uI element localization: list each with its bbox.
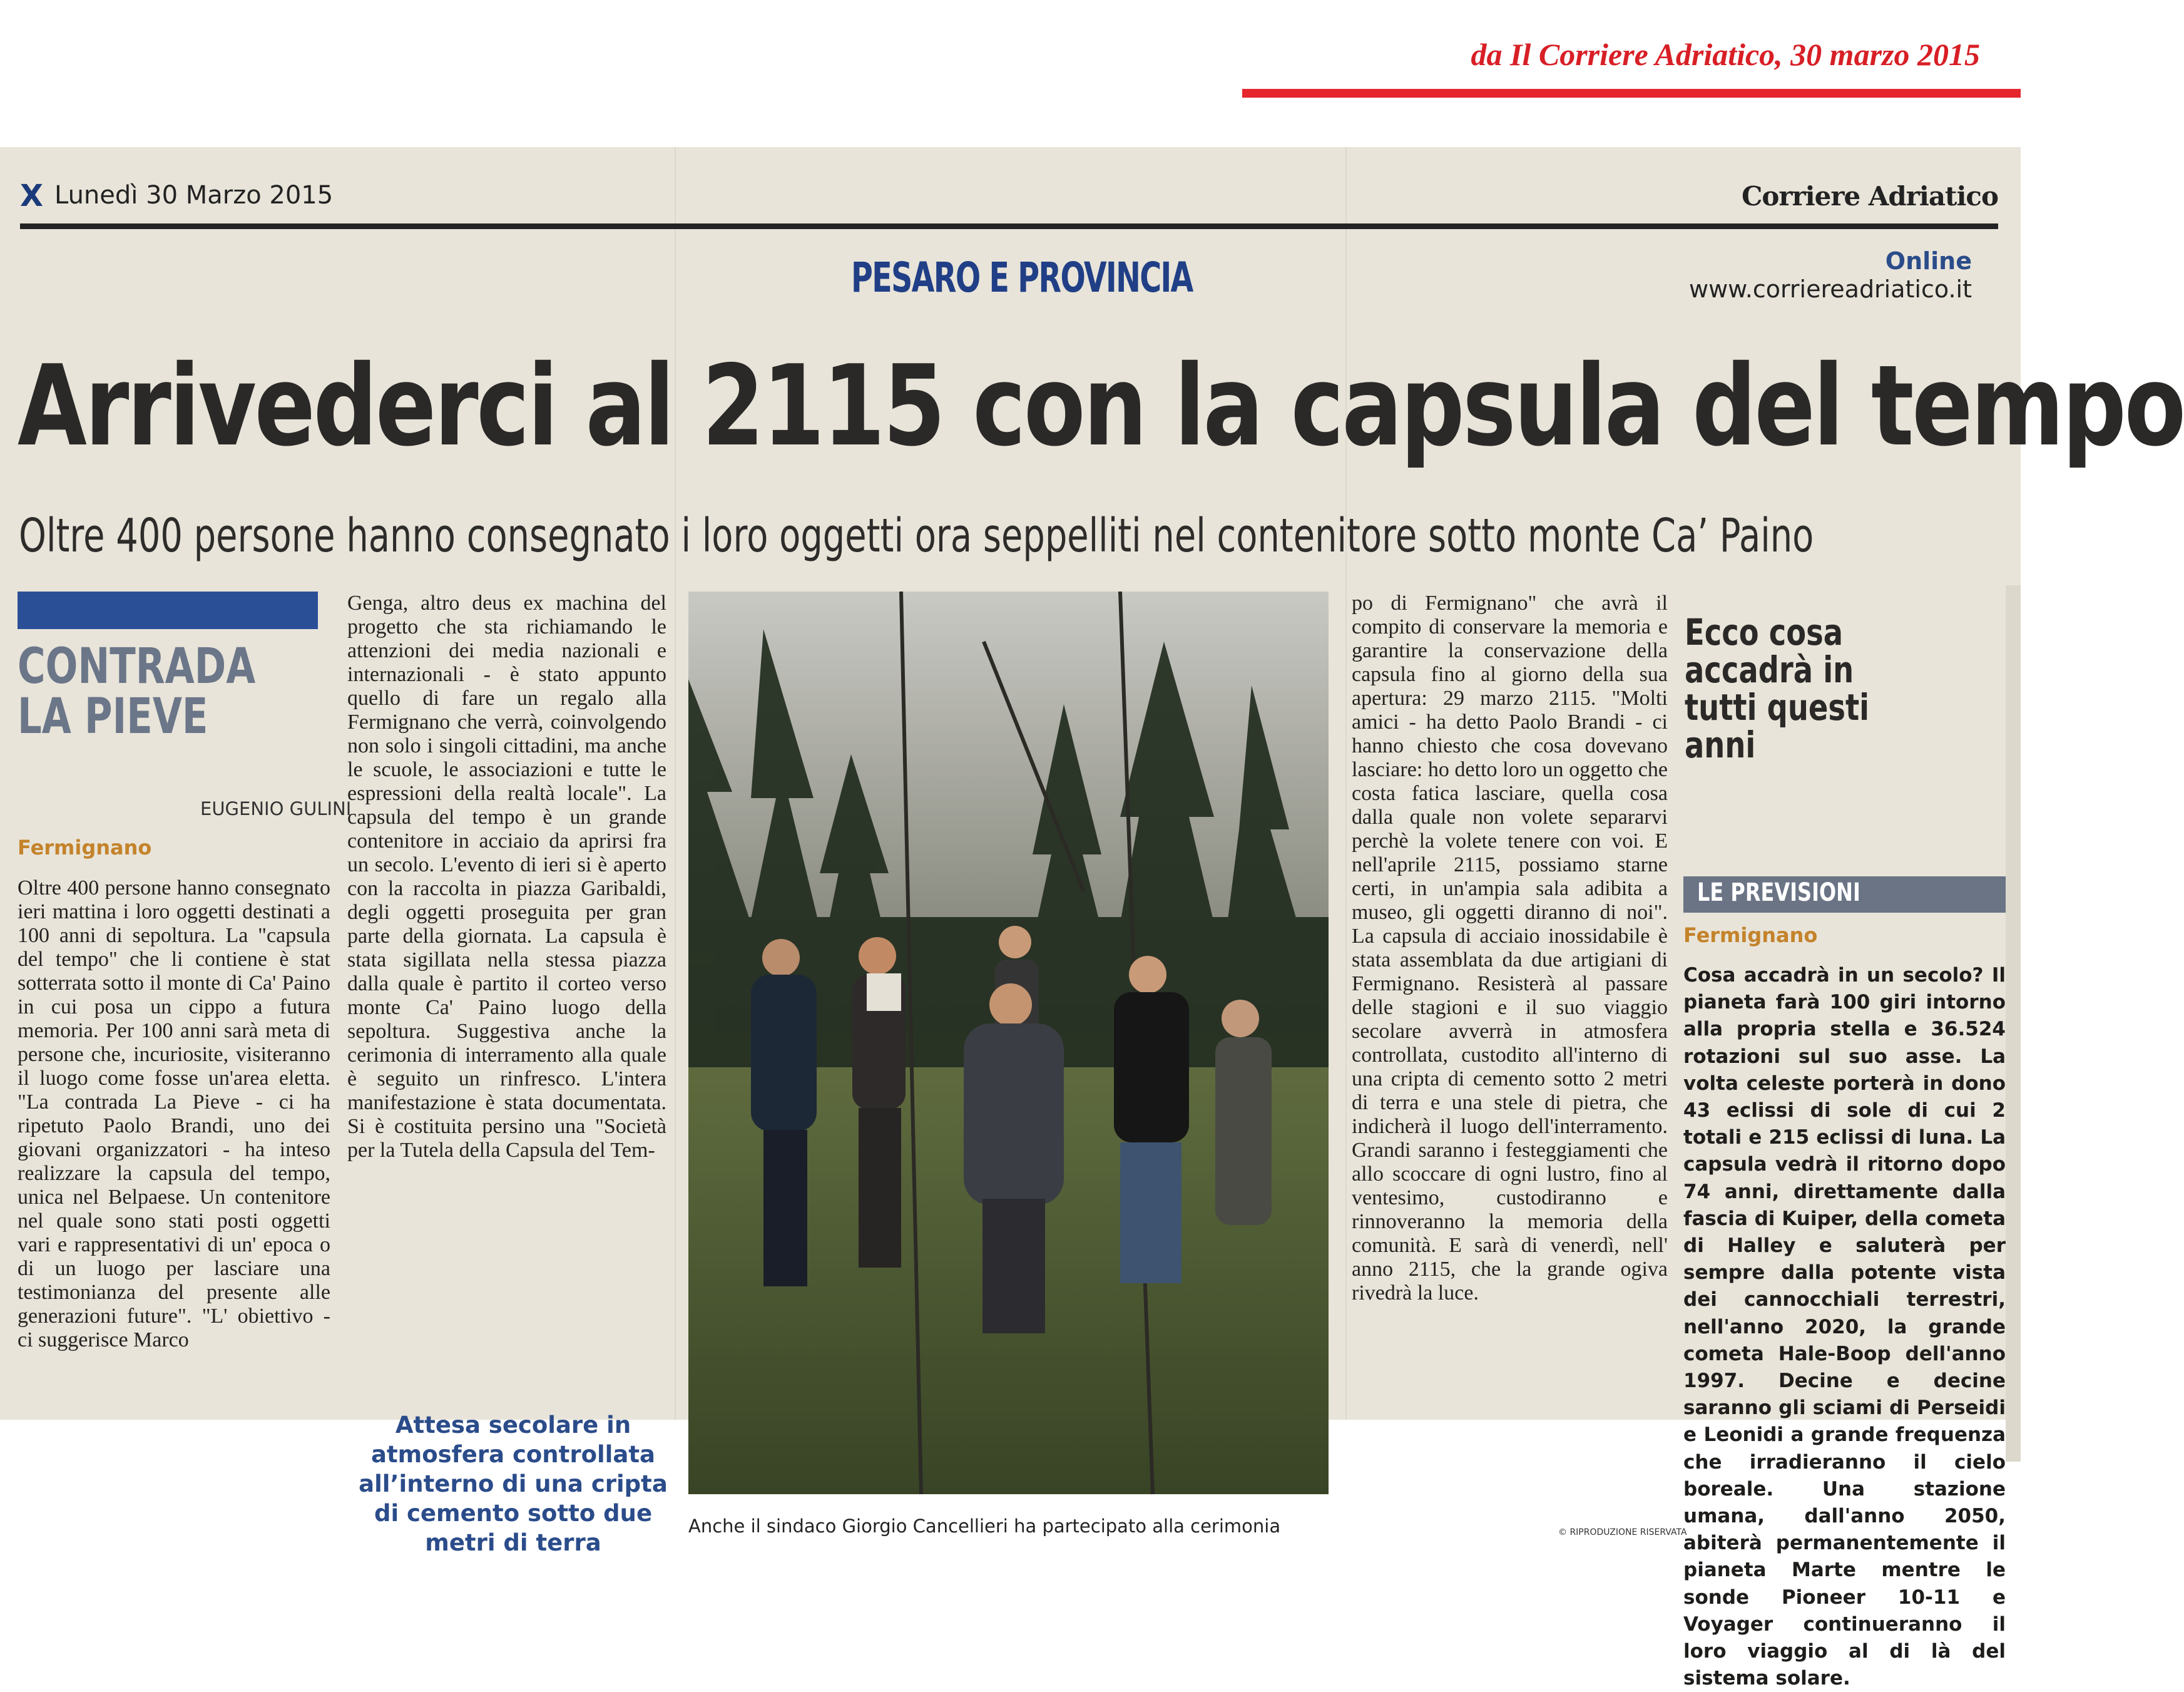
adjacent-page-edge	[2006, 585, 2021, 1462]
x-logo-icon: X	[20, 178, 44, 213]
photo-caption: Anche il sindaco Giorgio Cancellieri ha partecipato alla cerimonia	[688, 1515, 1281, 1537]
headline: Arrivederci al 2115 con la capsula del tempo	[18, 341, 2184, 471]
column-3-text: po di Fermignano" che avrà il compito di conservare la memoria e garantire la conservazione della capsula fino al giorno della sua apertura: 29 marzo 2115. "Molti amici - ha detto Paolo Brandi - ci hanno chiesto che cosa dovevano lasciare: ho detto loro un oggetto che costa fatica lasciare, quella cosa dalla quale non volete separarvi perchè la volete tenere con voi. E nell'aprile 2115, possiamo starne certi, in un'ampia sala adibita a museo, gli oggetti diranno di noi". La capsula di acciaio inossidabile è stata assemblata da due artigiani di Fermignano. Resisterà al passare delle stagioni e il suo viaggio secolare avverrà in atmosfera controllata, custodito all'interno di una cripta di cemento sotto 2 metri di terra e una stele di pietra, che indicherà il luogo dell'interramento. Grandi saranno i festeggiamenti che allo scoccare di ogni lustro, fino al ventesimo, custodiranno e rinnoveranno la memoria della comunità. E sarà di venerdì, nell' anno 2115, che la grande ogiva rivedrà la luce.	[1352, 592, 1668, 1305]
newspaper-clipping	[0, 147, 2184, 1690]
kicker: CONTRADA LA PIEVE	[18, 638, 256, 745]
dateline-place: Fermignano	[18, 836, 152, 859]
online-url: www.corriereadriatico.it	[1689, 275, 1972, 303]
sidebar-place: Fermignano	[1683, 923, 1818, 947]
article-column-2	[347, 592, 666, 1162]
article-column-3	[1352, 592, 1668, 1305]
kicker-bar	[18, 592, 318, 629]
online-label: Online	[1885, 247, 1972, 275]
sidebar-label: LE PREVISIONI	[1697, 878, 1860, 907]
copyright-note: © RIPRODUZIONE RISERVATA	[1558, 1527, 1687, 1537]
ceremony-photo	[688, 592, 1329, 1494]
header-rule	[20, 223, 1998, 229]
source-note: da Il Corriere Adriatico, 30 marzo 2015	[1471, 37, 1980, 72]
subheadline: Oltre 400 persone hanno consegnato i loro oggetti ora seppelliti nel contenitore sotto monte Ca’ Paino	[19, 509, 1814, 563]
sidebar-title: Ecco cosa accadrà in tutti questi anni	[1685, 611, 1870, 766]
masthead: Corriere Adriatico	[1741, 181, 1998, 212]
issue-date: Lunedì 30 Marzo 2015	[54, 181, 334, 210]
article-column-1	[18, 876, 330, 1352]
sidebar-text: Cosa accadrà in un secolo? Il pianeta farà 100 giri intorno alla propria stella e 36.524 rotazioni sul suo asse. La volta celeste porterà in dono 43 eclissi di sole di cui 2 totali e 215 eclissi di luna. La capsula vedrà il ritorno dopo 74 anni, direttamente dalla fascia di Kuiper, della cometa di Halley e saluterà per sempre dalla potente vista dei cannocchiali terrestri, nell'anno 2020, la grande cometa Hale-Boop dell'anno 1997. Decine e decine saranno gli sciami di Perseidi e Leonidi a grande frequenza che irradieranno il cielo boreale. Una stazione umana, dall'anno 2050, abiterà permanentemente il pianeta Marte mentre le sonde Pioneer 10-11 e Voyager continueranno il loro viaggio al di là del sistema solare.	[1683, 964, 2006, 1690]
section-title: PESARO E PROVINCIA	[851, 254, 1193, 302]
pull-quote: Attesa secolare in atmosfera controllata all’interno di una cripta di cemento sotto due metri di terra	[359, 1412, 668, 1556]
byline: EUGENIO GULINI	[200, 798, 352, 819]
page-header	[20, 178, 1998, 216]
column-1-text: Oltre 400 persone hanno consegnato ieri mattina i loro oggetti destinati a 100 anni di sepoltura. La "capsula del tempo" che li contiene è stat sotterrata sotto il monte di Ca' Paino in cui posa un cippo a futura memoria. Per 100 anni sarà meta di persone che, incuriosite, visiteranno il luogo come fosse un'area eletta. "La contrada La Pieve - ci ha ripetuto Paolo Brandi, uno dei giovani organizzatori - ha inteso realizzare la capsula del tempo, unica nel Belpaese. Un contenitore nel quale sono stati posti oggetti vari e rappresentativi di un' epoca o di un luogo per lasciare una testimonianza del presente alle generazioni future". "L' obiettivo - ci suggerisce Marco	[18, 876, 330, 1351]
source-divider	[1242, 89, 2021, 98]
column-2-text: Genga, altro deus ex machina del progetto che sta richiamando le attenzioni dei media nazionali e internazionali - è stato appunto quello di fare un regalo alla Fermignano che verrà, coinvolgendo non solo i singoli cittadini, ma anche le scuole, le associazioni e tutte le espressioni della realtà locale". La capsula del tempo è un grande contenitore in acciaio da aprirsi fra un secolo. L'evento di ieri si è aperto con la raccolta in piazza Garibaldi, degli oggetti proseguita per gran parte della giornata. La capsula è stata sigillata nella stessa piazza dalla quale è partito il corteo verso monte Ca' Paino luogo della sepoltura. Suggestiva anche la cerimonia di interramento alla quale è seguito un rinfresco. L'intera manifestazione è stata documentata. Si è costituita persino una "Società per la Tutela della Capsula del Tem-	[347, 592, 666, 1162]
